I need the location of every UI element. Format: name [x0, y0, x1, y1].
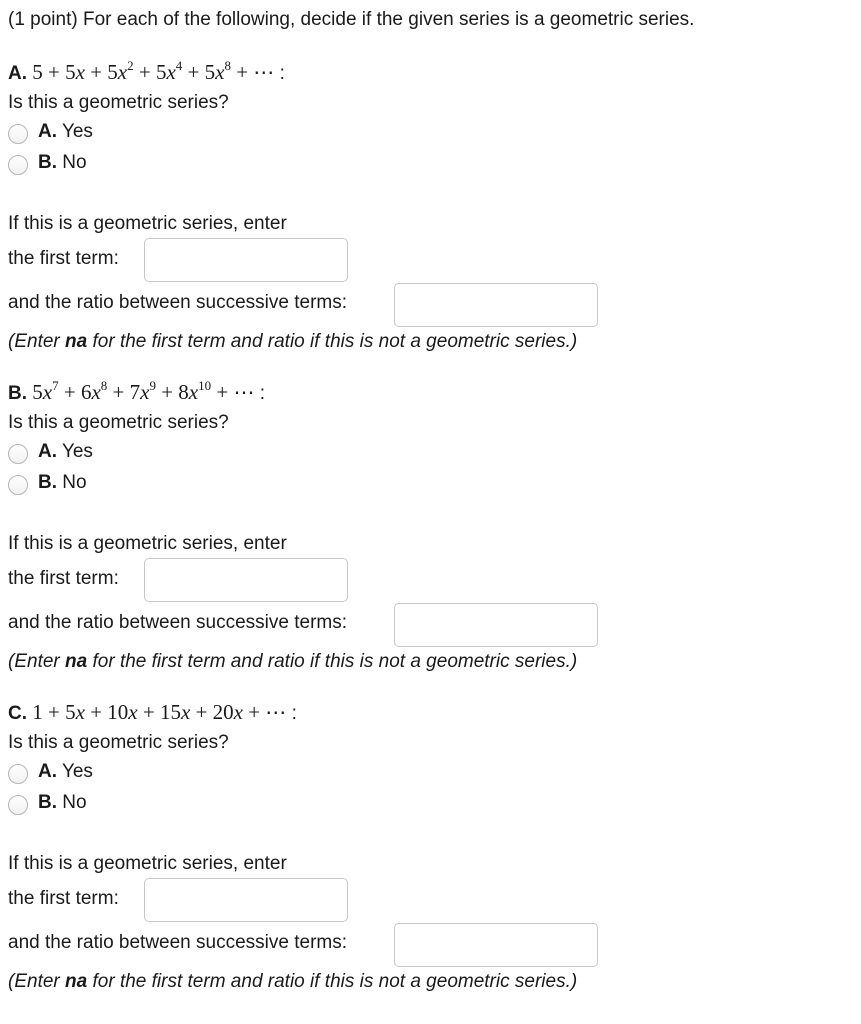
option-yes-label: A. Yes [38, 121, 93, 142]
option-no-label: B. No [38, 472, 87, 493]
na-instruction: (Enter na for the first term and ratio if this is not a geometric series.) [8, 331, 578, 352]
first-term-input[interactable] [144, 238, 348, 282]
radio-yes[interactable] [8, 444, 28, 464]
radio-no[interactable] [8, 475, 28, 495]
series-expression: $5 + 5x + 5x^2 + 5x^4 + 5x^8$ + ⋯ : [32, 58, 285, 84]
geometric-prompt: If this is a geometric series, enter [8, 533, 287, 554]
ratio-label: and the ratio between successive terms: [8, 292, 348, 313]
series-expression: $5x^7 + 6x^8 + 7x^9 + 8x^{10}$ + ⋯ : [32, 378, 265, 404]
option-yes-label: A. Yes [38, 761, 93, 782]
ratio-input[interactable] [394, 603, 598, 647]
radio-yes[interactable] [8, 124, 28, 144]
part-a-heading [8, 60, 285, 85]
first-term-input[interactable] [144, 558, 348, 602]
first-term-label: the first term: [8, 568, 119, 589]
question-text: Is this a geometric series? [8, 732, 229, 753]
radio-yes[interactable] [8, 764, 28, 784]
part-letter: B. [8, 383, 27, 404]
option-no-label: B. No [38, 152, 87, 173]
question-text: Is this a geometric series? [8, 92, 229, 113]
part-letter: A. [8, 63, 27, 84]
series-expression: 1 + 5x + 10x + 15x + 20x + ⋯ : [32, 700, 297, 724]
first-term-label: the first term: [8, 888, 119, 909]
first-term-label: the first term: [8, 248, 119, 269]
ratio-input[interactable] [394, 923, 598, 967]
na-instruction: (Enter na for the first term and ratio if this is not a geometric series.) [8, 971, 578, 992]
option-no-label: B. No [38, 792, 87, 813]
geometric-prompt: If this is a geometric series, enter [8, 213, 287, 234]
radio-no[interactable] [8, 795, 28, 815]
problem-intro: (1 point) For each of the following, decide if the given series is a geometric series. [8, 9, 695, 30]
part-c-heading [8, 700, 297, 725]
radio-no[interactable] [8, 155, 28, 175]
ratio-label: and the ratio between successive terms: [8, 612, 348, 633]
first-term-input[interactable] [144, 878, 348, 922]
question-text: Is this a geometric series? [8, 412, 229, 433]
part-letter: C. [8, 703, 27, 724]
ratio-label: and the ratio between successive terms: [8, 932, 348, 953]
na-instruction: (Enter na for the first term and ratio if this is not a geometric series.) [8, 651, 578, 672]
geometric-prompt: If this is a geometric series, enter [8, 853, 287, 874]
part-b-heading [8, 380, 265, 405]
ratio-input[interactable] [394, 283, 598, 327]
option-yes-label: A. Yes [38, 441, 93, 462]
